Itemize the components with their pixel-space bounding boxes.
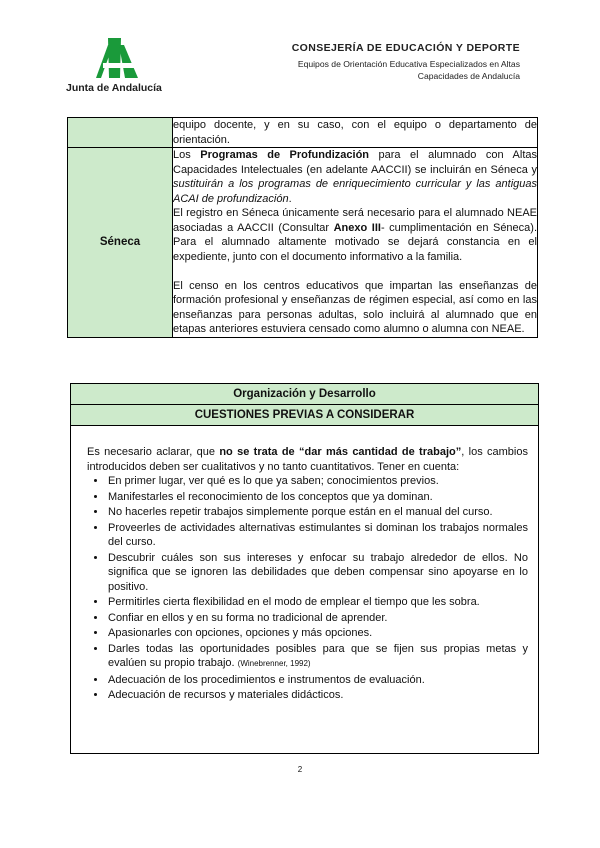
- list-item: • Adecuación de recursos y materiales didácticos.: [107, 688, 528, 703]
- section-heading: Organización y Desarrollo: [71, 384, 538, 405]
- list-item: • Permitirles cierta flexibilidad en el modo de emplear el tiempo que les sobra.: [107, 595, 528, 610]
- section-content: [71, 426, 538, 703]
- section-subheading: CUESTIONES PREVIAS A CONSIDERAR: [71, 405, 538, 426]
- considerations-list: [87, 474, 528, 703]
- citation: (Winebrenner, 1992): [237, 659, 311, 668]
- list-item: • Confiar en ellos y en su forma no tradicional de aprender.: [107, 611, 528, 626]
- junta-logo: [66, 38, 176, 96]
- info-table: [67, 117, 538, 338]
- junta-logo-icon: [93, 38, 147, 78]
- list-item: • Descubrir cuáles son sus intereses y enfocar su trabajo alrededor de ellos. No significa que se ignoren las debilidades que deben compensar sino apoyarse en lo positivo.: [107, 551, 528, 595]
- list-item: • En primer lugar, ver qué es lo que ya saben; conocimientos previos.: [107, 474, 528, 489]
- table-row-seneca: [68, 148, 538, 338]
- list-item: • No hacerles repetir trabajos simplemente porque están en el manual del curso.: [107, 505, 528, 520]
- row1-label-cell: [68, 118, 173, 148]
- seneca-paragraph-3: El censo en los centros educativos que impartan las enseñanzas de formación profesional y enseñanzas de régimen especial, así como en las enseñanzas para personas adultas, solo incluirá al alumnado que en etapas anteriores estuviera censado como alumno o alumna con NEAE.: [173, 279, 537, 335]
- table-row: [68, 118, 538, 148]
- header-subtitle: [292, 58, 520, 82]
- logo-text: Junta de Andalucía: [66, 82, 162, 94]
- seneca-text: [173, 148, 538, 338]
- list-item: • Apasionarles con opciones, opciones y más opciones.: [107, 626, 528, 641]
- page-number: 2: [297, 765, 303, 774]
- organization-box: [70, 383, 539, 754]
- header-subtitle-line2: Capacidades de Andalucía: [417, 71, 520, 81]
- header-subtitle-line1: Equipos de Orientación Educativa Especializados en Altas: [297, 59, 520, 69]
- list-item: • Manifestarles el reconocimiento de los conceptos que ya dominan.: [107, 490, 528, 505]
- intro-paragraph: Es necesario aclarar, que no se trata de “dar más cantidad de trabajo”, los cambios introducidos deben ser cualitativos y no tanto cuantitativos. Tener en cuenta:: [87, 446, 528, 473]
- seneca-paragraph-2: El registro en Séneca únicamente será necesario para el alumnado NEAE asociadas a AACCII (Consultar Anexo III- cumplimentación en Séneca). Para el alumnado altamente motivado se dejará constancia en el expediente, junto con el documento informativo a la familia.: [173, 207, 538, 263]
- list-item: • Adecuación de los procedimientos e instrumentos de evaluación.: [107, 673, 528, 688]
- row1-text: equipo docente, y en su caso, con el equipo o departamento de orientación.: [173, 119, 537, 146]
- header-info: [292, 42, 520, 82]
- header-title: CONSEJERÍA DE EDUCACIÓN Y DEPORTE: [291, 42, 520, 54]
- list-item: • Darles todas las oportunidades posibles para que se fijen sus propias metas y evalúen su propio trabajo. (Winebrenner, 1992): [107, 642, 528, 672]
- seneca-paragraph-1: Los Programas de Profundización para el alumnado con Altas Capacidades Intelectuales (en adelante AACCII) se incluirán en Séneca y sustituirán a los programas de enriquecimiento curricular y las antiguas ACAI de profundización.: [173, 149, 537, 205]
- list-item: • Proveerles de actividades alternativas estimulantes si dominan los trabajos normales del curso.: [107, 521, 528, 550]
- seneca-label: Séneca: [68, 148, 173, 338]
